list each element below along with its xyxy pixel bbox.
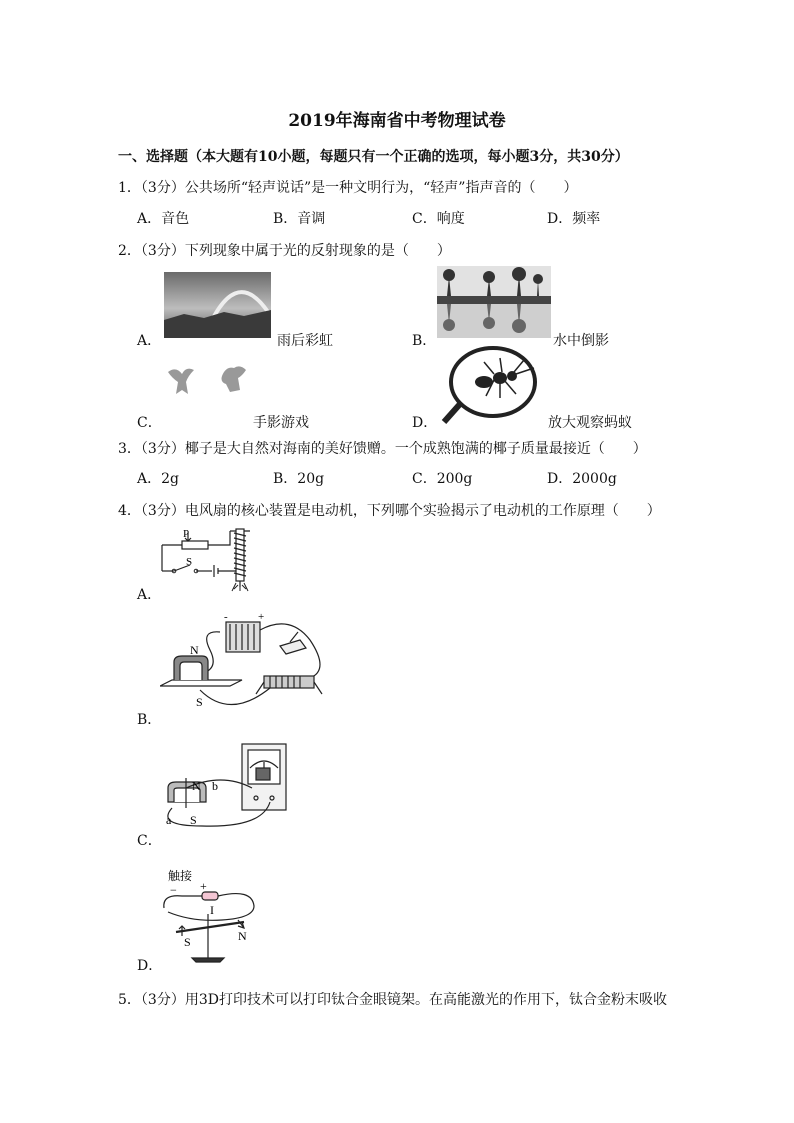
question-1-stem: 1．（3分）公共场所“轻声说话”是一种文明行为，“轻声”指声音的（ ） — [118, 180, 578, 196]
question-4-stem: 4．（3分）电风扇的核心装置是电动机，下列哪个实验揭示了电动机的工作原理（ ） — [118, 503, 661, 519]
q3-option-c: C．200g — [412, 471, 473, 487]
page-title: 2019年海南省中考物理试卷 — [288, 111, 506, 131]
question-5-stem: 5．（3分）用3D打印技术可以打印钛合金眼镜架。在高能激光的作用下，钛合金粉末吸收 — [118, 992, 667, 1008]
shadow-puppet-image — [164, 360, 254, 400]
question-2-stem: 2．（3分）下列现象中属于光的反射现象的是（ ） — [118, 243, 451, 259]
q1-option-c: C．响度 — [412, 211, 465, 227]
electromagnet-circuit-diagram — [160, 527, 260, 593]
fig-b-label-minus: - — [224, 611, 228, 623]
fig-d-label-i: I — [210, 903, 214, 917]
question-3-stem: 3．（3分）椰子是大自然对海南的美好馈赠。一个成熟饱满的椰子质量最接近（ ） — [118, 441, 647, 457]
fig-d-label-touch: 触接 — [168, 869, 193, 883]
fig-c-label-b: b — [212, 779, 218, 793]
reflection-photo — [437, 266, 551, 338]
q4-option-c: C． — [137, 833, 162, 849]
oersted-experiment-diagram — [162, 866, 272, 968]
q3-option-b: B．20g — [273, 471, 325, 487]
induction-experiment-diagram — [162, 742, 292, 830]
motor-experiment-diagram — [160, 610, 330, 710]
q3-option-d: D．2000g — [547, 471, 617, 487]
section-heading: 一、选择题（本大题有10小题，每题只有一个正确的选项，每小题3分，共30分） — [118, 149, 629, 165]
q1-option-a: A．音色 — [137, 211, 190, 227]
fig-b-label-n: N — [190, 643, 199, 657]
q2-caption-c: 手影游戏 — [253, 415, 309, 431]
q3-option-a: A．2g — [137, 471, 179, 487]
fig-d-label-plus: + — [200, 879, 207, 893]
fig-d-label-minus: − — [170, 883, 177, 897]
q2-caption-b: 水中倒影 — [553, 333, 609, 349]
q2-caption-a: 雨后彩虹 — [277, 333, 333, 349]
q4-option-d: D． — [137, 958, 163, 974]
q2-caption-d: 放大观察蚂蚁 — [548, 415, 632, 431]
fig-b-label-s: S — [196, 695, 203, 709]
magnifier-ant-image — [438, 346, 548, 424]
fig-a-label-p: P — [183, 528, 190, 540]
q4-option-b: B． — [137, 712, 162, 728]
fig-d-label-s: S — [184, 935, 191, 949]
fig-c-label-s: S — [190, 813, 197, 827]
fig-b-label-plus: + — [258, 611, 265, 623]
q1-option-d: D．频率 — [547, 211, 601, 227]
q1-option-b: B．音调 — [273, 211, 326, 227]
q2-option-d: D． — [412, 415, 438, 431]
fig-c-label-n: N — [192, 779, 201, 793]
q4-option-a: A． — [137, 587, 162, 603]
fig-d-label-n: N — [238, 929, 247, 943]
fig-c-label-a: a — [166, 813, 172, 827]
q2-option-c: C． — [137, 415, 162, 431]
rainbow-photo — [164, 272, 271, 338]
fig-a-label-s: S — [186, 556, 193, 568]
q2-option-a: A． — [137, 333, 162, 349]
q2-option-b: B． — [412, 333, 437, 349]
